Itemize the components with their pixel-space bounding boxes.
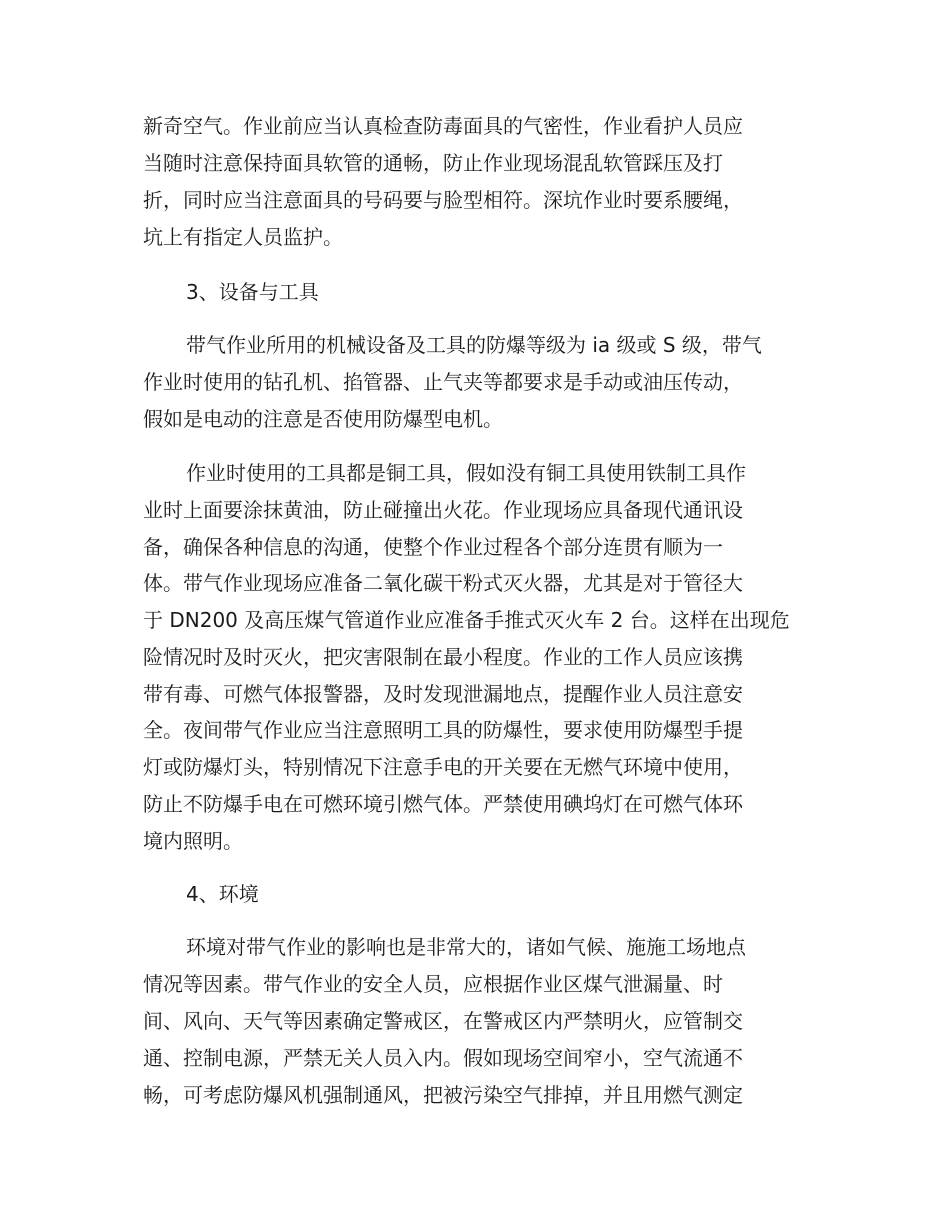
paragraph-line: 通、控制电源，严禁无关人员入内。假如现场空间窄小，空气流通不 xyxy=(143,1046,743,1070)
paragraph-line: 作业时使用的钻孔机、掐管器、止气夹等都要求是手动或油压传动， xyxy=(143,370,743,394)
paragraph-line: 折，同时应当注意面具的号码要与脸型相符。深坑作业时要系腰绳， xyxy=(143,188,743,212)
paragraph-line: 间、风向、天气等因素确定警戒区，在警戒区内严禁明火，应管制交 xyxy=(143,1009,743,1033)
paragraph-line: 环境对带气作业的影响也是非常大的，诸如气候、施施工场地点 xyxy=(186,935,746,959)
paragraph-line: 情况等因素。带气作业的安全人员，应根据作业区煤气泄漏量、时 xyxy=(143,972,723,996)
paragraph-line: 带有毒、可燃气体报警器，及时发现泄漏地点，提醒作业人员注意安 xyxy=(143,682,743,706)
paragraph-line: 全。夜间带气作业应当注意照明工具的防爆性，要求使用防爆型手提 xyxy=(143,718,743,742)
paragraph-line: 境内照明。 xyxy=(143,829,243,853)
paragraph-line: 带气作业所用的机械设备及工具的防爆等级为 ia 级或 S 级，带气 xyxy=(186,333,762,357)
paragraph-line: 险情况时及时灭火，把灾害限制在最小程度。作业的工作人员应该携 xyxy=(143,645,743,669)
paragraph-line: 业时上面要涂抹黄油，防止碰撞出火花。作业现场应具备现代通讯设 xyxy=(143,498,743,522)
paragraph-line: 防止不防爆手电在可燃环境引燃气体。严禁使用碘坞灯在可燃气体环 xyxy=(143,792,743,816)
paragraph-line: 坑上有指定人员监护。 xyxy=(143,225,343,249)
paragraph-line: 假如是电动的注意是否使用防爆型电机。 xyxy=(143,407,503,431)
paragraph-line: 当随时注意保持面具软管的通畅，防止作业现场混乱软管踩压及打 xyxy=(143,151,723,175)
paragraph-line: 于 DN200 及高压煤气管道作业应准备手推式灭火车 2 台。这样在出现危 xyxy=(143,608,790,632)
section-heading: 3、设备与工具 xyxy=(186,280,319,304)
paragraph-line: 备，确保各种信息的沟通，使整个作业过程各个部分连贯有顺为一 xyxy=(143,535,723,559)
paragraph-line: 新奇空气。作业前应当认真检查防毒面具的气密性，作业看护人员应 xyxy=(143,114,743,138)
paragraph-line: 体。带气作业现场应准备二氧化碳干粉式灭火器，尤其是对于管径大 xyxy=(143,571,743,595)
paragraph-line: 畅，可考虑防爆风机强制通风，把被污染空气排掉，并且用燃气测定 xyxy=(143,1083,743,1107)
section-heading: 4、环境 xyxy=(186,882,259,906)
paragraph-line: 灯或防爆灯头，特别情况下注意手电的开关要在无燃气环境中使用， xyxy=(143,755,743,779)
paragraph-line: 作业时使用的工具都是铜工具，假如没有铜工具使用铁制工具作 xyxy=(186,461,746,485)
